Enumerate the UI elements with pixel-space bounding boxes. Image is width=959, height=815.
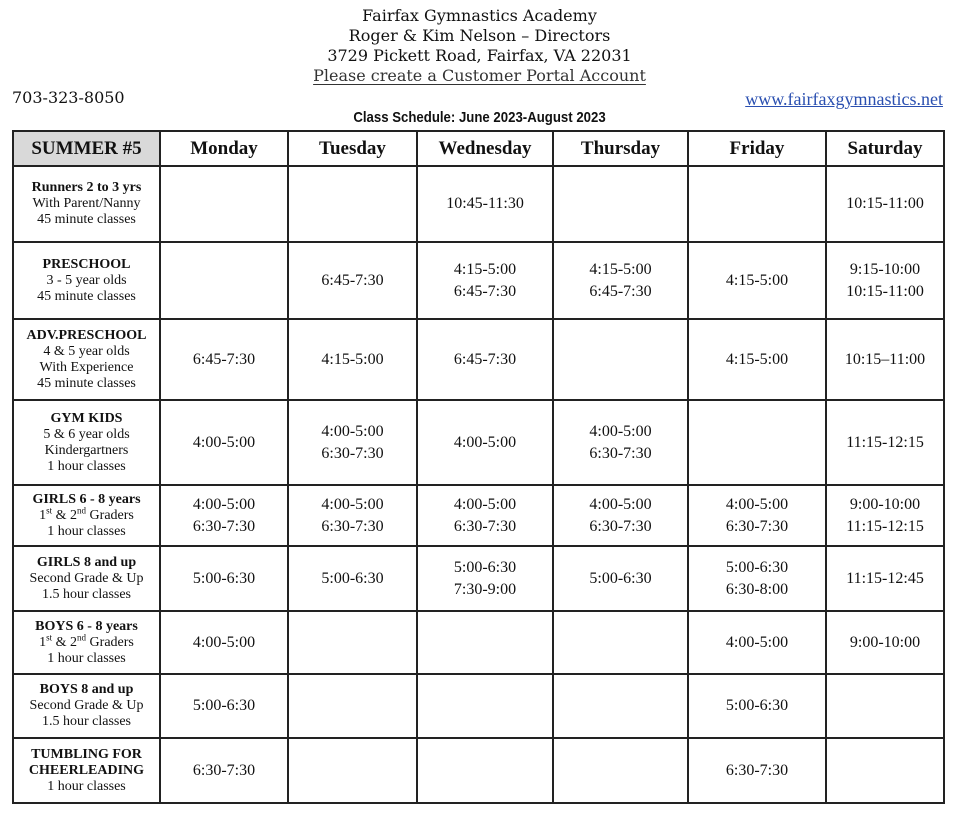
class-detail: 1st & 2nd Graders (39, 504, 134, 523)
class-detail: 45 minute classes (37, 212, 136, 227)
time-slot-cell (160, 611, 288, 674)
time-slot-cell (417, 546, 553, 611)
class-time: 4:00-5:00 (725, 633, 789, 651)
class-label-cell (13, 485, 160, 546)
class-time: 7:30-9:00 (453, 580, 517, 598)
class-label-cell (13, 242, 160, 319)
class-time: 6:30-7:30 (192, 517, 256, 535)
class-time: 6:30-7:30 (725, 761, 789, 779)
class-time: 6:30-7:30 (589, 517, 652, 535)
class-time: 4:00-5:00 (192, 495, 256, 513)
time-slot-cell (160, 242, 288, 319)
class-title: GIRLS 8 and up (36, 554, 137, 570)
time-slot-cell (417, 611, 553, 674)
class-time: 5:00-6:30 (589, 569, 652, 587)
time-slot-cell (288, 319, 417, 400)
directors-line: Roger & Kim Nelson – Directors (348, 26, 611, 45)
class-time: 6:30-7:30 (725, 517, 789, 535)
time-slot-cell (288, 485, 417, 546)
class-time: 6:30-7:30 (453, 517, 517, 535)
class-time: 4:00-5:00 (453, 433, 517, 451)
time-slot-cell (688, 674, 826, 738)
class-detail: Second Grade & Up (29, 698, 144, 713)
class-time: 9:15-10:00 (849, 260, 921, 278)
class-time: 11:15-12:45 (846, 569, 924, 587)
time-slot-cell (160, 738, 288, 803)
customer-portal-link[interactable]: Please create a Customer Portal Account (313, 66, 646, 85)
portal-line (0, 66, 959, 86)
class-detail: 5 & 6 year olds (43, 426, 130, 442)
class-label-cell (13, 738, 160, 803)
class-time: 4:15-5:00 (725, 271, 789, 289)
class-time: 9:00-10:00 (849, 495, 921, 513)
time-slot-cell (826, 400, 944, 485)
class-time: 4:15-5:00 (321, 350, 384, 368)
phone-number: 703-323-8050 (12, 88, 125, 107)
time-slot-cell (553, 242, 688, 319)
class-label-cell (13, 166, 160, 242)
time-slot-cell (160, 400, 288, 485)
time-slot-cell (417, 242, 553, 319)
class-time: 10:15–11:00 (844, 350, 926, 368)
class-row (13, 166, 944, 242)
class-time: 5:00-6:30 (192, 697, 256, 714)
class-time: 5:00-6:30 (725, 558, 789, 576)
class-time: 11:15-12:15 (846, 517, 924, 535)
class-time: 10:15-11:00 (846, 282, 924, 300)
class-time: 4:00-5:00 (589, 422, 652, 440)
class-detail: With Parent/Nanny (32, 196, 141, 211)
class-detail: 1st & 2nd Graders (39, 631, 134, 650)
class-title: GYM KIDS (50, 410, 123, 426)
class-time: 6:45-7:30 (192, 350, 256, 368)
time-slot-cell (553, 674, 688, 738)
time-slot-cell (826, 611, 944, 674)
time-slot-cell (688, 166, 826, 242)
class-time: 5:00-6:30 (321, 569, 384, 587)
class-row (13, 611, 944, 674)
time-slot-cell (688, 485, 826, 546)
time-slot-cell (417, 166, 553, 242)
class-row (13, 674, 944, 738)
time-slot-cell (288, 242, 417, 319)
class-time: 4:00-5:00 (321, 495, 384, 513)
time-slot-cell (288, 611, 417, 674)
class-time: 4:00-5:00 (589, 495, 652, 513)
schedule-subtitle: Class Schedule: June 2023-August 2023 (353, 109, 606, 126)
class-row (13, 485, 944, 546)
class-detail: 45 minute classes (37, 375, 136, 391)
class-schedule-table (12, 130, 945, 804)
class-detail: With Experience (39, 359, 134, 375)
class-time: 4:00-5:00 (453, 495, 517, 513)
season-label: SUMMER #5 (13, 131, 160, 166)
class-time: 5:00-6:30 (453, 558, 517, 576)
class-time: 6:30-7:30 (589, 444, 652, 462)
time-slot-cell (553, 485, 688, 546)
schedule-header-row (13, 131, 944, 166)
class-time: 4:00-5:00 (321, 422, 384, 440)
class-label-cell (13, 319, 160, 400)
time-slot-cell (160, 674, 288, 738)
class-label-cell (13, 400, 160, 485)
class-detail: Second Grade & Up (29, 570, 144, 586)
time-slot-cell (688, 738, 826, 803)
class-title: BOYS 6 - 8 years (35, 618, 138, 634)
time-slot-cell (826, 485, 944, 546)
class-time: 6:30-7:30 (321, 444, 384, 462)
day-header: Saturday (826, 131, 944, 166)
time-slot-cell (688, 546, 826, 611)
class-row (13, 738, 944, 803)
class-time: 6:30-8:00 (725, 580, 789, 598)
time-slot-cell (288, 738, 417, 803)
time-slot-cell (688, 319, 826, 400)
class-time: 6:30-7:30 (321, 517, 384, 535)
day-header: Friday (688, 131, 826, 166)
class-detail: Kindergartners (44, 442, 129, 458)
class-label-cell (13, 674, 160, 738)
class-time: 5:00-6:30 (192, 569, 256, 587)
class-time: 9:00-10:00 (849, 633, 921, 651)
class-time: 5:00-6:30 (725, 697, 789, 714)
time-slot-cell (688, 242, 826, 319)
class-time: 6:45-7:30 (453, 282, 517, 300)
time-slot-cell (553, 319, 688, 400)
class-title: BOYS 8 and up (39, 682, 134, 697)
class-time: 4:15-5:00 (725, 350, 789, 368)
class-title: ADV.PRESCHOOL (26, 327, 147, 343)
time-slot-cell (553, 611, 688, 674)
class-label-cell (13, 546, 160, 611)
class-detail: 1 hour classes (47, 458, 126, 474)
time-slot-cell (826, 166, 944, 242)
website-link[interactable]: www.fairfaxgymnastics.net (745, 89, 943, 109)
time-slot-cell (826, 546, 944, 611)
class-row (13, 546, 944, 611)
class-title: GIRLS 6 - 8 years (32, 491, 141, 507)
class-time: 10:45-11:30 (446, 195, 524, 212)
class-title: PRESCHOOL (42, 256, 131, 272)
class-detail: 4 & 5 year olds (43, 343, 130, 359)
time-slot-cell (288, 166, 417, 242)
time-slot-cell (553, 546, 688, 611)
day-header: Tuesday (288, 131, 417, 166)
time-slot-cell (288, 400, 417, 485)
time-slot-cell (826, 242, 944, 319)
time-slot-cell (826, 738, 944, 803)
time-slot-cell (688, 611, 826, 674)
class-label-cell (13, 611, 160, 674)
address-line: 3729 Pickett Road, Fairfax, VA 22031 (327, 46, 632, 65)
academy-name: Fairfax Gymnastics Academy (362, 6, 597, 25)
class-time: 4:00-5:00 (192, 633, 256, 651)
class-title: Runners 2 to 3 yrs (31, 180, 142, 195)
time-slot-cell (553, 400, 688, 485)
time-slot-cell (160, 485, 288, 546)
time-slot-cell (160, 546, 288, 611)
class-detail: 45 minute classes (37, 288, 136, 304)
class-detail: 1 hour classes (47, 650, 126, 666)
class-row (13, 319, 944, 400)
class-time: 6:30-7:30 (192, 761, 256, 779)
day-header: Wednesday (417, 131, 553, 166)
class-detail: 1 hour classes (47, 778, 126, 794)
time-slot-cell (553, 166, 688, 242)
class-detail: 1.5 hour classes (41, 714, 132, 729)
class-time: 6:45-7:30 (321, 271, 384, 289)
time-slot-cell (417, 400, 553, 485)
class-time: 6:45-7:30 (589, 282, 652, 300)
class-row (13, 400, 944, 485)
class-time: 4:00-5:00 (725, 495, 789, 513)
class-time: 11:15-12:15 (846, 433, 924, 451)
class-time: 6:45-7:30 (453, 350, 517, 368)
time-slot-cell (160, 166, 288, 242)
time-slot-cell (688, 400, 826, 485)
time-slot-cell (417, 674, 553, 738)
class-detail: 3 - 5 year olds (46, 272, 127, 288)
time-slot-cell (417, 485, 553, 546)
class-row (13, 242, 944, 319)
time-slot-cell (417, 738, 553, 803)
day-header: Thursday (553, 131, 688, 166)
time-slot-cell (288, 674, 417, 738)
class-detail: 1 hour classes (47, 523, 126, 539)
class-time: 4:15-5:00 (589, 260, 652, 278)
class-title: TUMBLING FOR CHEERLEADING (28, 746, 145, 778)
class-time: 4:15-5:00 (453, 260, 517, 278)
time-slot-cell (826, 674, 944, 738)
time-slot-cell (417, 319, 553, 400)
class-time: 4:00-5:00 (192, 433, 256, 451)
time-slot-cell (288, 546, 417, 611)
time-slot-cell (160, 319, 288, 400)
time-slot-cell (553, 738, 688, 803)
day-header: Monday (160, 131, 288, 166)
class-time: 10:15-11:00 (846, 195, 924, 212)
time-slot-cell (826, 319, 944, 400)
class-detail: 1.5 hour classes (41, 586, 132, 602)
